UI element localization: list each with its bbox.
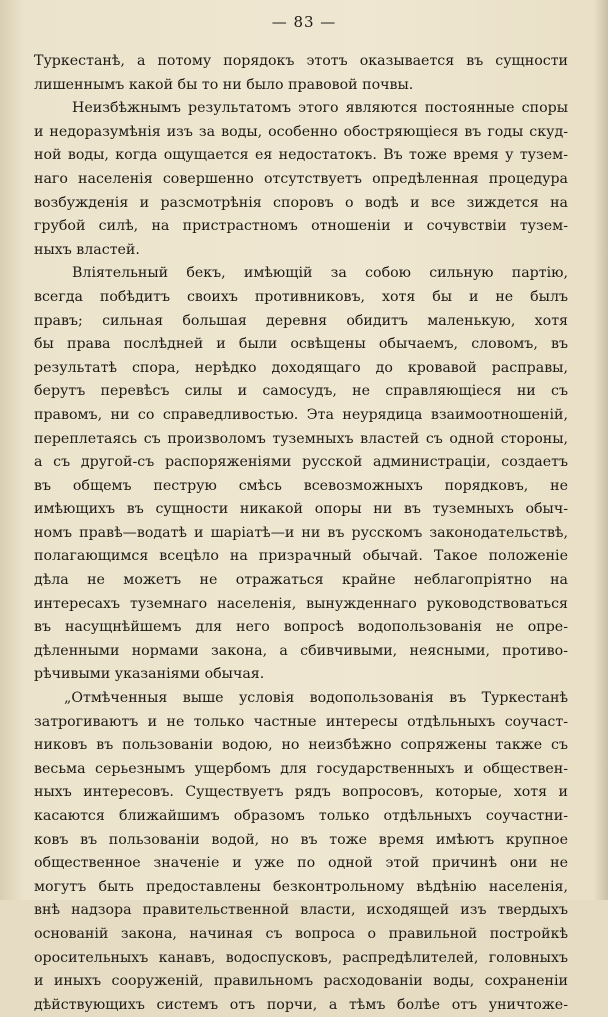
text-line: въ общемъ пеструю смѣсь всевозможныхъ порядковъ, не: [34, 477, 568, 494]
text-line: внѣ надзора правительственной власти, исходящей изъ твердыхъ: [34, 902, 568, 919]
text-line: дѣленными нормами закона, а сбивчивыми, неясными, противо-: [34, 642, 568, 659]
text-line: общественное значеніе и уже по одной этой причинѣ они не: [34, 855, 568, 872]
text-line: никовъ въ пользованіи водою, но неизбѣжно сопряжены также съ: [34, 737, 568, 754]
text-line: могутъ быть предоставлены безконтрольному вѣдѣнію населенія,: [34, 878, 568, 895]
text-line: берутъ перевѣсъ силы и самосудъ, не справляющіеся ни съ: [34, 383, 568, 400]
text-line: въ насущнѣйшемъ для него вопросѣ водопользованія не опре-: [34, 619, 568, 636]
text-line: основаній закона, начиная съ вопроса о правильной постройкѣ: [34, 925, 568, 942]
text-line: грубой силѣ, на пристрастномъ отношеніи и сочувствіи тузем-: [34, 218, 568, 235]
text-line: и иныхъ сооруженій, правильномъ расходованіи воды, сохраненіи: [34, 973, 568, 990]
text-line: правъ; сильная большая деревня обидитъ маленькую, хотя: [34, 312, 568, 329]
text-line: имѣющихъ въ сущности никакой опоры ни въ туземныхъ обыч-: [34, 501, 568, 518]
text-line: правомъ, ни со справедливостью. Эта неурядица взаимоотношеній,: [34, 406, 568, 423]
body-text: [34, 50, 568, 1017]
text-line: и недоразумѣнія изъ за воды, особенно обостряющіеся въ годы скуд-: [34, 123, 568, 140]
text-line: возбужденія и разсмотрѣнія споровъ о водѣ и все зиждется на: [34, 194, 568, 211]
text-line: переплетаясь съ произволомъ туземныхъ властей съ одной стороны,: [34, 430, 568, 447]
text-line: весьма серьезнымъ ущербомъ для государственныхъ и обществен-: [34, 760, 568, 777]
text-line: ковъ въ пользованіи водой, но въ тоже время имѣютъ крупное: [34, 831, 568, 848]
text-line: ныхъ интересовъ. Существуетъ рядъ вопросовъ, которые, хотя и: [34, 784, 568, 801]
text-line: интересахъ туземнаго населенія, вынужденнаго руководствоваться: [34, 595, 568, 612]
text-line: дѣйствующихъ системъ отъ порчи, а тѣмъ болѣе отъ уничтоже-: [34, 996, 568, 1013]
text-line: Неизбѣжнымъ результатомъ этого являются постоянные споры: [72, 100, 568, 117]
text-line: оросительныхъ канавъ, водоспусковъ, распредѣлителей, головныхъ: [34, 949, 568, 966]
text-line: Вліятельный бекъ, имѣющій за собою сильную партію,: [72, 265, 568, 282]
text-line: полагающимся всецѣло на призрачный обычай. Такое положеніе: [34, 548, 568, 565]
text-line: „Отмѣченныя выше условія водопользованія въ Туркестанѣ: [64, 690, 568, 707]
text-line: всегда побѣдитъ своихъ противниковъ, хотя бы и не былъ: [34, 288, 568, 305]
text-line: ныхъ властей.: [34, 241, 140, 258]
text-line: результатѣ спора, нерѣдко доходящаго до кровавой расправы,: [34, 359, 568, 376]
text-line: лишеннымъ какой бы то ни было правовой почвы.: [34, 76, 414, 93]
text-line: бы права послѣдней и были освѣщены обычаемъ, словомъ, въ: [34, 336, 568, 353]
text-line: дѣла не можетъ не отражаться крайне неблагопріятно на: [34, 572, 568, 589]
text-line: а съ другой-съ распоряженіями русской администраціи, создаетъ: [34, 454, 568, 471]
text-line: касаются ближайшимъ образомъ только отдѣльныхъ соучастни-: [34, 808, 568, 824]
text-line: наго населенія совершенно отсутствуетъ опредѣленная процедура: [34, 170, 568, 187]
text-line: затрогиваютъ и не только частные интересы отдѣльныхъ соучаст-: [34, 713, 568, 730]
text-line: рѣчивыми указаніями обычая.: [34, 666, 265, 683]
text-line: номъ правѣ—водатѣ и шаріатѣ—и ни въ русскомъ законодательствѣ,: [34, 524, 568, 541]
text-line: Туркестанѣ, а потому порядокъ этотъ оказывается въ сущности: [34, 53, 568, 69]
page-number: — 83 —: [271, 13, 337, 31]
text-line: ной воды, когда ощущается ея недостатокъ. Въ тоже время у тузем-: [34, 147, 568, 164]
